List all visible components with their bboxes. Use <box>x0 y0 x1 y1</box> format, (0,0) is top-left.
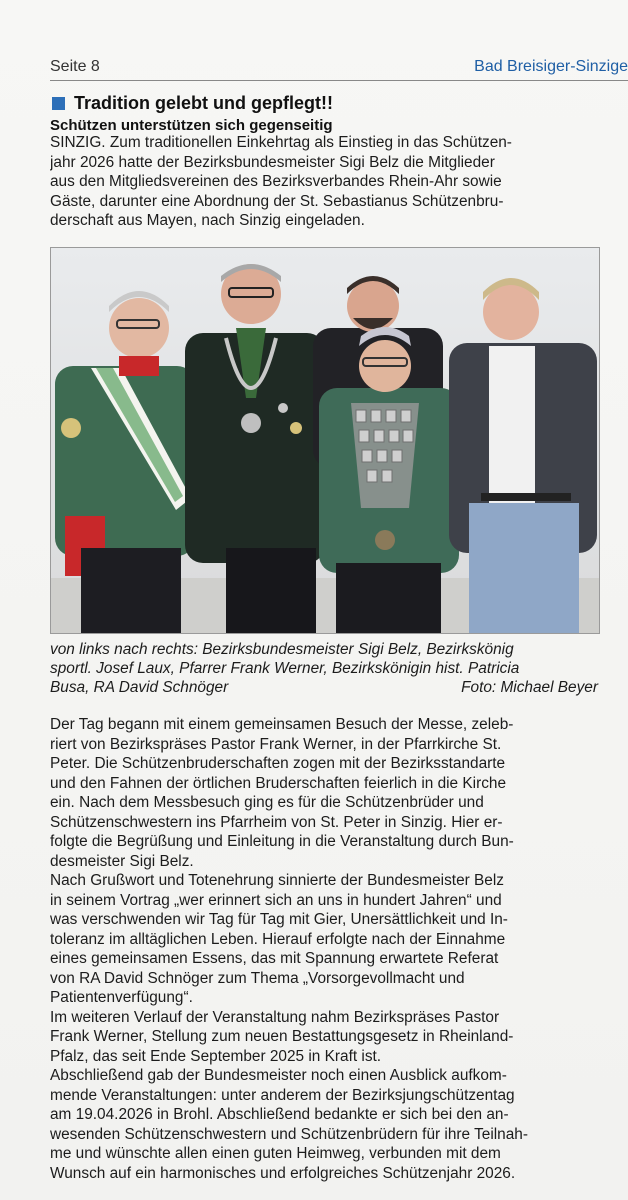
header-divider <box>50 80 628 81</box>
intro-line: Gäste, darunter eine Abordnung der St. Sebastianus Schützenbru- <box>50 192 504 210</box>
group-photo <box>50 247 600 634</box>
body-line: am 19.04.2026 in Brohl. Abschließend bedankte er sich bei den an- <box>50 1106 509 1123</box>
photo-caption <box>50 640 598 697</box>
body-line: eines gemeinsamen Essens, das mit Spannung erwartete Referat <box>50 950 499 967</box>
intro-line: derschaft aus Mayen, nach Sinzig eingeladen. <box>50 212 365 229</box>
intro-line: aus den Mitgliedsvereinen des Bezirksverbandes Rhein-Ahr sowie <box>50 173 502 190</box>
body-line: von RA David Schnöger zum Thema „Vorsorgevollmacht und <box>50 969 465 987</box>
body-line: toleranz im alltäglichen Leben. Hierauf erfolgte nach der Einnahme <box>50 930 506 948</box>
body-line: was verschwenden wir Tag für Tag mit Gier, Unersättlichkeit und In- <box>50 911 508 928</box>
caption-line: von links nach rechts: Bezirksbundesmeister Sigi Belz, Bezirkskönig <box>50 641 514 658</box>
article-subheadline: Schützen unterstützen sich gegenseitig <box>50 117 333 134</box>
caption-line <box>50 678 598 697</box>
body-line: mende Veranstaltungen: unter anderem der Bezirksjungschützentag <box>50 1086 515 1104</box>
body-line: Abschließend gab der Bundesmeister noch einen Ausblick aufkom- <box>50 1067 507 1084</box>
body-line: desmeister Sigi Belz. <box>50 852 194 870</box>
group-photo-illustration <box>51 248 599 633</box>
photo-credit: Foto: Michael Beyer <box>461 679 598 696</box>
body-line: riert von Bezirkspräses Pastor Frank Werner, in der Pfarrkirche St. <box>50 735 502 753</box>
body-line: Nach Grußwort und Totenehrung sinnierte der Bundesmeister Belz <box>50 872 504 889</box>
body-line: Der Tag begann mit einem gemeinsamen Besuch der Messe, zeleb- <box>50 716 514 733</box>
intro-line: SINZIG. Zum traditionellen Einkehrtag als Einstieg in das Schützen- <box>50 134 512 151</box>
section-title: Bad Breisiger-Sinzige <box>474 58 628 75</box>
article-headline: Tradition gelebt und gepflegt!! <box>74 93 333 113</box>
body-line: in seinem Vortrag „wer erinnert sich an uns in hundert Jahren“ und <box>50 891 502 909</box>
body-line: Frank Werner, Stellung zum neuen Bestattungsgesetz in Rheinland- <box>50 1028 514 1045</box>
square-bullet-icon <box>52 97 65 110</box>
body-line: Peter. Die Schützenbruderschaften zogen mit der Bezirksstandarte <box>50 755 506 772</box>
body-line: wesenden Schützenschwestern und Schützenbrüdern für ihre Teilnah- <box>50 1125 528 1143</box>
page-number: Seite 8 <box>50 58 100 75</box>
body-line: Schützenschwestern ins Pfarrheim von St. Peter in Sinzig. Hier er- <box>50 813 503 831</box>
body-line: folgte die Begrüßung und Einleitung in die Veranstaltung durch Bun- <box>50 833 514 850</box>
body-line: Im weiteren Verlauf der Veranstaltung nahm Bezirkspräses Pastor <box>50 1008 500 1026</box>
body-line: me und wünschte allen einen guten Heimweg, verbunden mit dem <box>50 1145 501 1162</box>
body-line: ein. Nach dem Messbesuch ging es für die Schützenbrüder und <box>50 794 484 811</box>
article-body <box>50 715 598 1183</box>
body-line: und den Fahnen der örtlichen Bruderschaften feierlich in die Kirche <box>50 774 507 792</box>
page-header <box>50 58 628 80</box>
caption-names: Busa, RA David Schnöger <box>50 679 229 696</box>
caption-line: sportl. Josef Laux, Pfarrer Frank Werner, Bezirkskönigin hist. Patricia <box>50 660 520 677</box>
body-line: Patientenverfügung“. <box>50 989 193 1006</box>
body-line: Wunsch auf ein harmonisches und erfolgreiches Schützenjahr 2026. <box>50 1164 516 1182</box>
body-line: Pfalz, das seit Ende September 2025 in Kraft ist. <box>50 1047 382 1065</box>
headline-row <box>50 93 600 115</box>
article-intro <box>50 133 598 231</box>
intro-line: jahr 2026 hatte der Bezirksbundesmeister Sigi Belz die Mitglieder <box>50 153 495 171</box>
